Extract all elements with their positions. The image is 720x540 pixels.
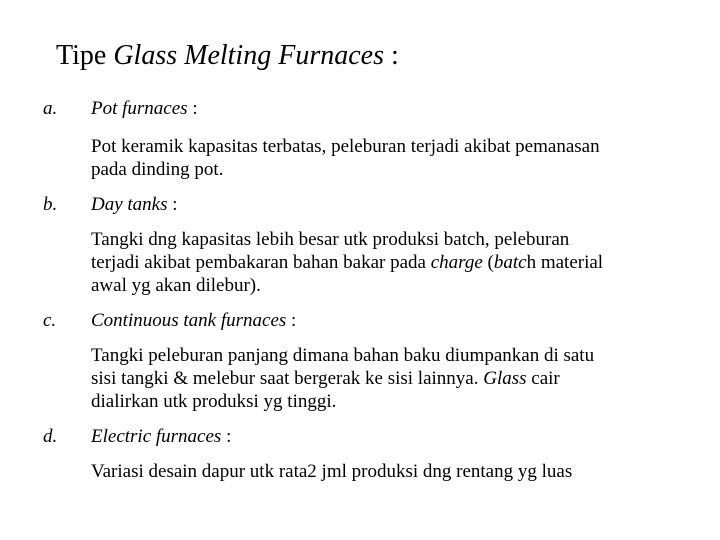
text-run: Tangki peleburan panjang dimana bahan baku diumpankan di satu: [91, 345, 595, 366]
item-d-heading: [91, 425, 231, 449]
text-run: awal yg akan dilebur).: [91, 275, 261, 296]
item-b-letter: b.: [43, 194, 58, 215]
item-c-line-1: [91, 344, 594, 367]
title-italic: Glass Melting Furnaces: [113, 40, 384, 71]
text-run: sisi tangki & melebur saat bergerak ke sisi lainnya.: [91, 368, 484, 389]
text-run: (: [482, 252, 494, 273]
item-c-heading-text: Continuous tank furnaces: [91, 310, 287, 331]
item-a-description: [91, 135, 600, 181]
italic-run: batc: [493, 252, 527, 273]
item-a-heading: [91, 97, 198, 121]
item-d-letter: d.: [43, 426, 58, 447]
item-a-line-2: [91, 158, 600, 181]
item-c-heading-colon: :: [286, 310, 297, 331]
italic-run: charge: [430, 252, 483, 273]
item-b-line-2: [91, 251, 603, 274]
item-c-line-3: [91, 390, 594, 413]
text-run: cair: [526, 368, 560, 389]
item-d-description: [91, 460, 572, 483]
item-a-letter: a.: [43, 98, 58, 119]
text-run: Tangki dng kapasitas lebih besar utk produksi batch, peleburan: [91, 229, 570, 250]
item-b-line-3: [91, 274, 603, 297]
item-c-heading: [91, 309, 296, 333]
italic-run: Glass: [483, 368, 527, 389]
item-a-line-1: [91, 135, 600, 158]
text-run: Pot keramik kapasitas terbatas, peleburan terjadi akibat pemanasan: [91, 136, 600, 157]
text-run: dialirkan utk produksi yg tinggi.: [91, 391, 337, 412]
item-d-heading-colon: :: [221, 426, 232, 447]
item-d-line-1: [91, 460, 572, 483]
item-c-line-2: [91, 367, 594, 390]
text-run: pada dinding pot.: [91, 159, 224, 180]
item-a-heading-colon: :: [187, 98, 198, 119]
title-prefix: Tipe: [56, 40, 114, 71]
item-b-heading-colon: :: [167, 194, 178, 215]
text-run: Variasi desain dapur utk rata2 jml produksi dng rentang yg luas: [91, 461, 573, 482]
item-b-heading: [91, 193, 178, 217]
item-b-line-1: [91, 228, 603, 251]
page-title: [56, 36, 399, 76]
item-b-description: [91, 228, 603, 297]
item-c-letter: c.: [43, 310, 57, 331]
text-run: terjadi akibat pembakaran bahan bakar pada: [91, 252, 431, 273]
text-run: h material: [526, 252, 604, 273]
item-b-heading-text: Day tanks: [91, 194, 168, 215]
title-suffix: :: [383, 40, 399, 71]
item-d-heading-text: Electric furnaces: [91, 426, 222, 447]
item-c-description: [91, 344, 594, 413]
item-a-heading-text: Pot furnaces: [91, 98, 188, 119]
